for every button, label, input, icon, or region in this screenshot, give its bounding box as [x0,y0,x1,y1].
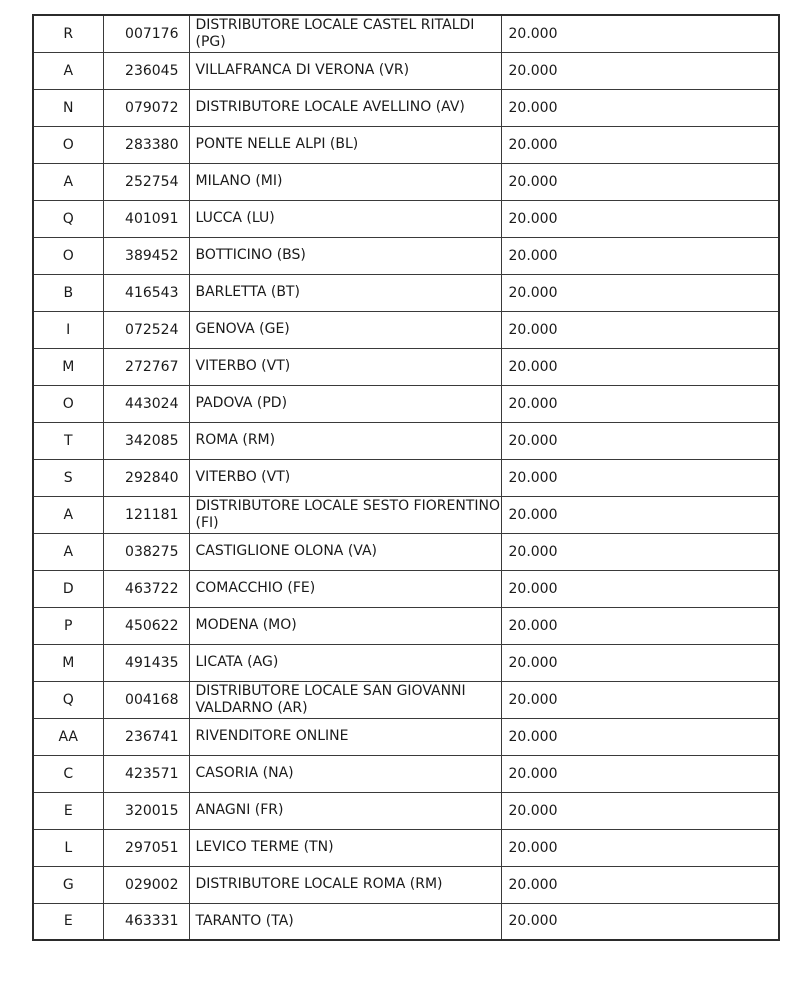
ticket-number-cell: 252754 [103,163,189,200]
seller-location-cell: DISTRIBUTORE LOCALE SESTO FIORENTINO (FI) [189,496,501,533]
ticket-number-cell: 038275 [103,533,189,570]
series-cell: S [33,459,103,496]
series-cell: Q [33,681,103,718]
ticket-number-cell: 463722 [103,570,189,607]
prize-amount-cell: 20.000 [501,348,779,385]
seller-location-cell: DISTRIBUTORE LOCALE SAN GIOVANNI VALDARNO (AR) [189,681,501,718]
prize-amount-cell: 20.000 [501,496,779,533]
prize-amount-cell: 20.000 [501,126,779,163]
prize-amount-cell: 20.000 [501,607,779,644]
series-cell: T [33,422,103,459]
series-cell: A [33,163,103,200]
seller-location-cell: LUCCA (LU) [189,200,501,237]
table-row [33,459,779,496]
prize-amount-cell: 20.000 [501,52,779,89]
prize-amount-cell: 20.000 [501,422,779,459]
table-row [33,496,779,533]
ticket-number-cell: 463331 [103,903,189,940]
seller-location-cell: ROMA (RM) [189,422,501,459]
table-row [33,385,779,422]
seller-location-cell: CASTIGLIONE OLONA (VA) [189,533,501,570]
series-cell: AA [33,718,103,755]
prize-amount-cell: 20.000 [501,681,779,718]
ticket-number-cell: 236045 [103,52,189,89]
table-row [33,163,779,200]
seller-location-cell: VITERBO (VT) [189,348,501,385]
ticket-number-cell: 121181 [103,496,189,533]
prize-amount-cell: 20.000 [501,829,779,866]
ticket-number-cell: 236741 [103,718,189,755]
prize-amount-cell: 20.000 [501,755,779,792]
ticket-number-cell: 272767 [103,348,189,385]
seller-location-cell: VILLAFRANCA DI VERONA (VR) [189,52,501,89]
table-row [33,866,779,903]
ticket-number-cell: 297051 [103,829,189,866]
series-cell: D [33,570,103,607]
ticket-number-cell: 443024 [103,385,189,422]
seller-location-cell: RIVENDITORE ONLINE [189,718,501,755]
prize-amount-cell: 20.000 [501,792,779,829]
seller-location-cell: TARANTO (TA) [189,903,501,940]
table-row [33,422,779,459]
series-cell: A [33,533,103,570]
seller-location-cell: DISTRIBUTORE LOCALE ROMA (RM) [189,866,501,903]
table-row [33,570,779,607]
ticket-number-cell: 416543 [103,274,189,311]
seller-location-cell: COMACCHIO (FE) [189,570,501,607]
table-row [33,311,779,348]
seller-location-cell: PONTE NELLE ALPI (BL) [189,126,501,163]
ticket-number-cell: 450622 [103,607,189,644]
prize-amount-cell: 20.000 [501,459,779,496]
prize-amount-cell: 20.000 [501,274,779,311]
series-cell: E [33,903,103,940]
table-row [33,237,779,274]
series-cell: Q [33,200,103,237]
prize-amount-cell: 20.000 [501,311,779,348]
ticket-number-cell: 401091 [103,200,189,237]
prize-amount-cell: 20.000 [501,903,779,940]
table-row [33,607,779,644]
seller-location-cell: LEVICO TERME (TN) [189,829,501,866]
series-cell: A [33,52,103,89]
series-cell: I [33,311,103,348]
table-row [33,681,779,718]
series-cell: O [33,385,103,422]
prize-amount-cell: 20.000 [501,89,779,126]
prize-amount-cell: 20.000 [501,200,779,237]
seller-location-cell: VITERBO (VT) [189,459,501,496]
seller-location-cell: CASORIA (NA) [189,755,501,792]
ticket-number-cell: 292840 [103,459,189,496]
seller-location-cell: MODENA (MO) [189,607,501,644]
ticket-number-cell: 029002 [103,866,189,903]
table-row [33,348,779,385]
seller-location-cell: DISTRIBUTORE LOCALE AVELLINO (AV) [189,89,501,126]
table-row [33,274,779,311]
prize-amount-cell: 20.000 [501,385,779,422]
table-row [33,52,779,89]
ticket-number-cell: 491435 [103,644,189,681]
ticket-number-cell: 072524 [103,311,189,348]
ticket-number-cell: 283380 [103,126,189,163]
table-row [33,15,779,52]
seller-location-cell: MILANO (MI) [189,163,501,200]
table-row [33,533,779,570]
table-row [33,89,779,126]
table-row [33,903,779,940]
series-cell: M [33,644,103,681]
table-row [33,755,779,792]
series-cell: R [33,15,103,52]
table-row [33,829,779,866]
seller-location-cell: LICATA (AG) [189,644,501,681]
ticket-number-cell: 079072 [103,89,189,126]
seller-location-cell: DISTRIBUTORE LOCALE CASTEL RITALDI (PG) [189,15,501,52]
series-cell: P [33,607,103,644]
series-cell: N [33,89,103,126]
prize-amount-cell: 20.000 [501,163,779,200]
winning-tickets-table [32,14,780,941]
table-row [33,126,779,163]
series-cell: O [33,237,103,274]
ticket-number-cell: 423571 [103,755,189,792]
series-cell: A [33,496,103,533]
prize-amount-cell: 20.000 [501,15,779,52]
prize-amount-cell: 20.000 [501,718,779,755]
prize-amount-cell: 20.000 [501,570,779,607]
ticket-number-cell: 389452 [103,237,189,274]
seller-location-cell: BOTTICINO (BS) [189,237,501,274]
series-cell: C [33,755,103,792]
seller-location-cell: BARLETTA (BT) [189,274,501,311]
table-row [33,718,779,755]
ticket-number-cell: 342085 [103,422,189,459]
table-body [33,15,779,940]
ticket-number-cell: 007176 [103,15,189,52]
table-row [33,200,779,237]
seller-location-cell: PADOVA (PD) [189,385,501,422]
ticket-number-cell: 320015 [103,792,189,829]
prize-amount-cell: 20.000 [501,237,779,274]
series-cell: G [33,866,103,903]
series-cell: O [33,126,103,163]
series-cell: L [33,829,103,866]
seller-location-cell: ANAGNI (FR) [189,792,501,829]
prize-amount-cell: 20.000 [501,533,779,570]
series-cell: B [33,274,103,311]
prize-amount-cell: 20.000 [501,866,779,903]
series-cell: E [33,792,103,829]
series-cell: M [33,348,103,385]
table-row [33,644,779,681]
table-row [33,792,779,829]
seller-location-cell: GENOVA (GE) [189,311,501,348]
prize-amount-cell: 20.000 [501,644,779,681]
ticket-number-cell: 004168 [103,681,189,718]
